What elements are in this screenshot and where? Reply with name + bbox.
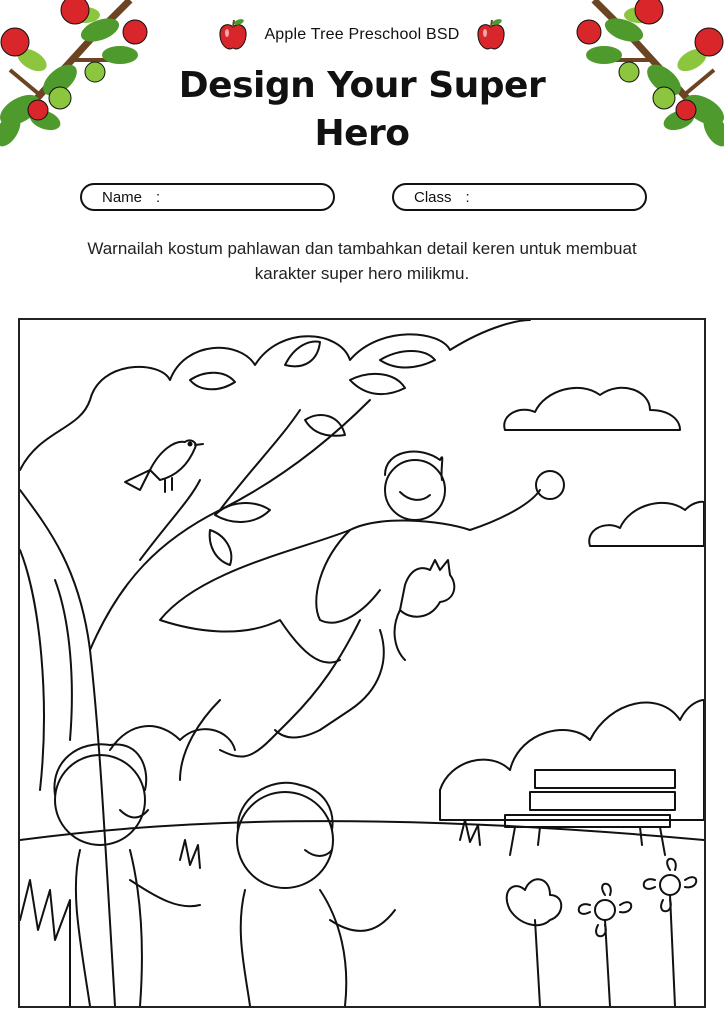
grass [20,820,480,1006]
name-separator: : [156,188,161,206]
instructions-text: Warnailah kostum pahlawan dan tambahkan detail keren untuk membuat karakter super hero milikmu. [87,239,637,283]
school-header [0,18,724,52]
bushes [440,700,704,820]
tree-canopy [20,320,530,470]
cloud [504,388,680,430]
class-label: Class [414,188,452,206]
flowers [507,859,697,1006]
boy-left [54,744,200,1006]
tree-trunk [20,490,115,1006]
school-name: Apple Tree Preschool BSD [264,26,460,43]
bird [125,440,203,492]
class-field[interactable] [392,183,647,211]
page-title: Design Your Super Hero [178,65,546,154]
coloring-illustration [18,318,706,1008]
cloud [589,502,704,546]
name-label: Name [102,188,143,206]
superhero [160,452,564,780]
apple-icon [476,18,506,52]
ground-line [20,821,704,840]
tree-leaves [190,342,435,565]
name-field[interactable] [80,183,335,211]
class-separator: : [465,188,470,206]
apple-icon [218,18,248,52]
bench [505,770,675,855]
boy-right [237,783,395,1006]
